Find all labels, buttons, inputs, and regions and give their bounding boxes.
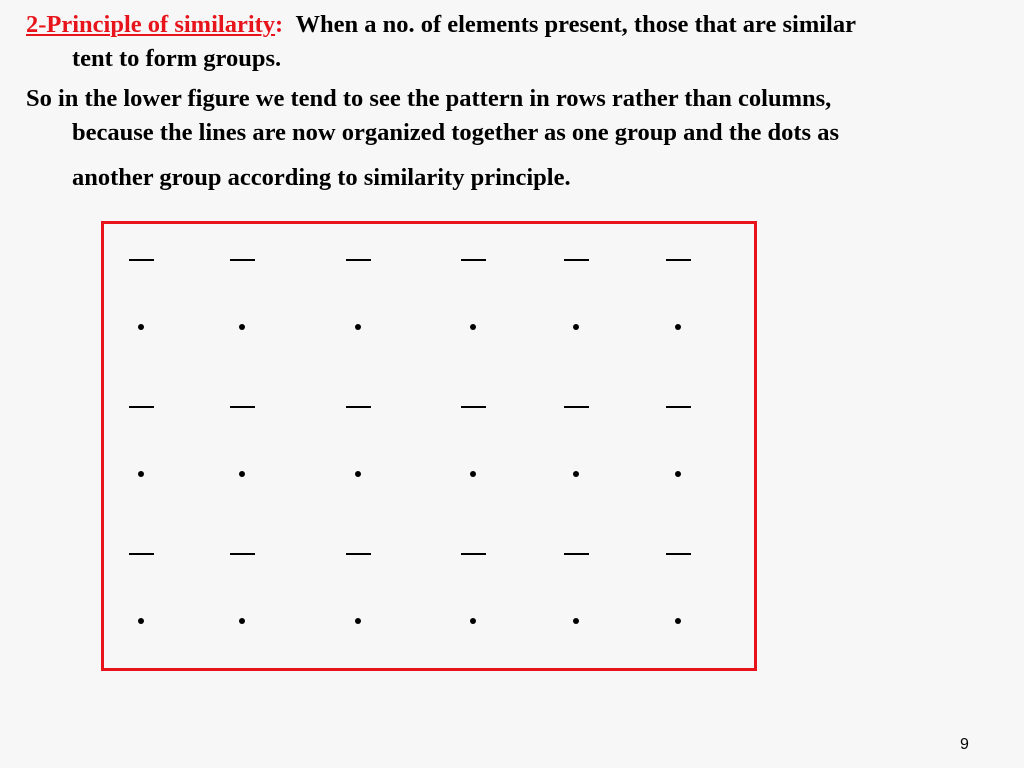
figure-dot-mark [239,471,245,477]
figure-line-mark [346,553,371,555]
page-number: 9 [960,736,969,753]
principle-heading: 2-Principle of similarity [26,11,276,38]
principle-heading-colon: : [275,11,284,38]
figure-line-mark [666,553,691,555]
figure-dot-mark [675,324,681,330]
figure-line-mark [564,553,589,555]
figure-dot-mark [355,618,361,624]
figure-line-mark [461,259,486,261]
figure-dot-mark [470,324,476,330]
figure-line-mark [666,406,691,408]
figure-dot-mark [573,618,579,624]
figure-line-mark [230,406,255,408]
figure-dot-mark [138,618,144,624]
figure-dot-mark [573,471,579,477]
paragraph-explanation-line-2: because the lines are now organized together as one group and the dots as [72,119,840,146]
figure-dot-mark [355,471,361,477]
figure-line-mark [461,553,486,555]
figure-dot-mark [138,471,144,477]
figure-line-mark [564,406,589,408]
figure-line-mark [461,406,486,408]
figure-dot-mark [470,618,476,624]
figure-dot-mark [470,471,476,477]
paragraph-principle-line-1 [26,8,856,42]
figure-line-mark [346,259,371,261]
figure-dot-mark [675,471,681,477]
figure-dot-mark [573,324,579,330]
figure-line-mark [666,259,691,261]
similarity-figure-box [101,221,757,671]
paragraph-principle-line-2: tent to form groups. [72,45,282,72]
paragraph-explanation-line-1: So in the lower figure we tend to see the pattern in rows rather than columns, [26,85,832,112]
figure-line-mark [129,406,154,408]
figure-dot-mark [239,618,245,624]
figure-dot-mark [675,618,681,624]
figure-dot-mark [239,324,245,330]
figure-dot-mark [355,324,361,330]
figure-line-mark [564,259,589,261]
paragraph-explanation-line-3: another group according to similarity principle. [72,164,571,191]
principle-definition-text: When a no. of elements present, those that are similar [295,11,856,38]
figure-line-mark [230,553,255,555]
figure-line-mark [346,406,371,408]
figure-dot-mark [138,324,144,330]
figure-line-mark [129,259,154,261]
figure-line-mark [129,553,154,555]
figure-line-mark [230,259,255,261]
